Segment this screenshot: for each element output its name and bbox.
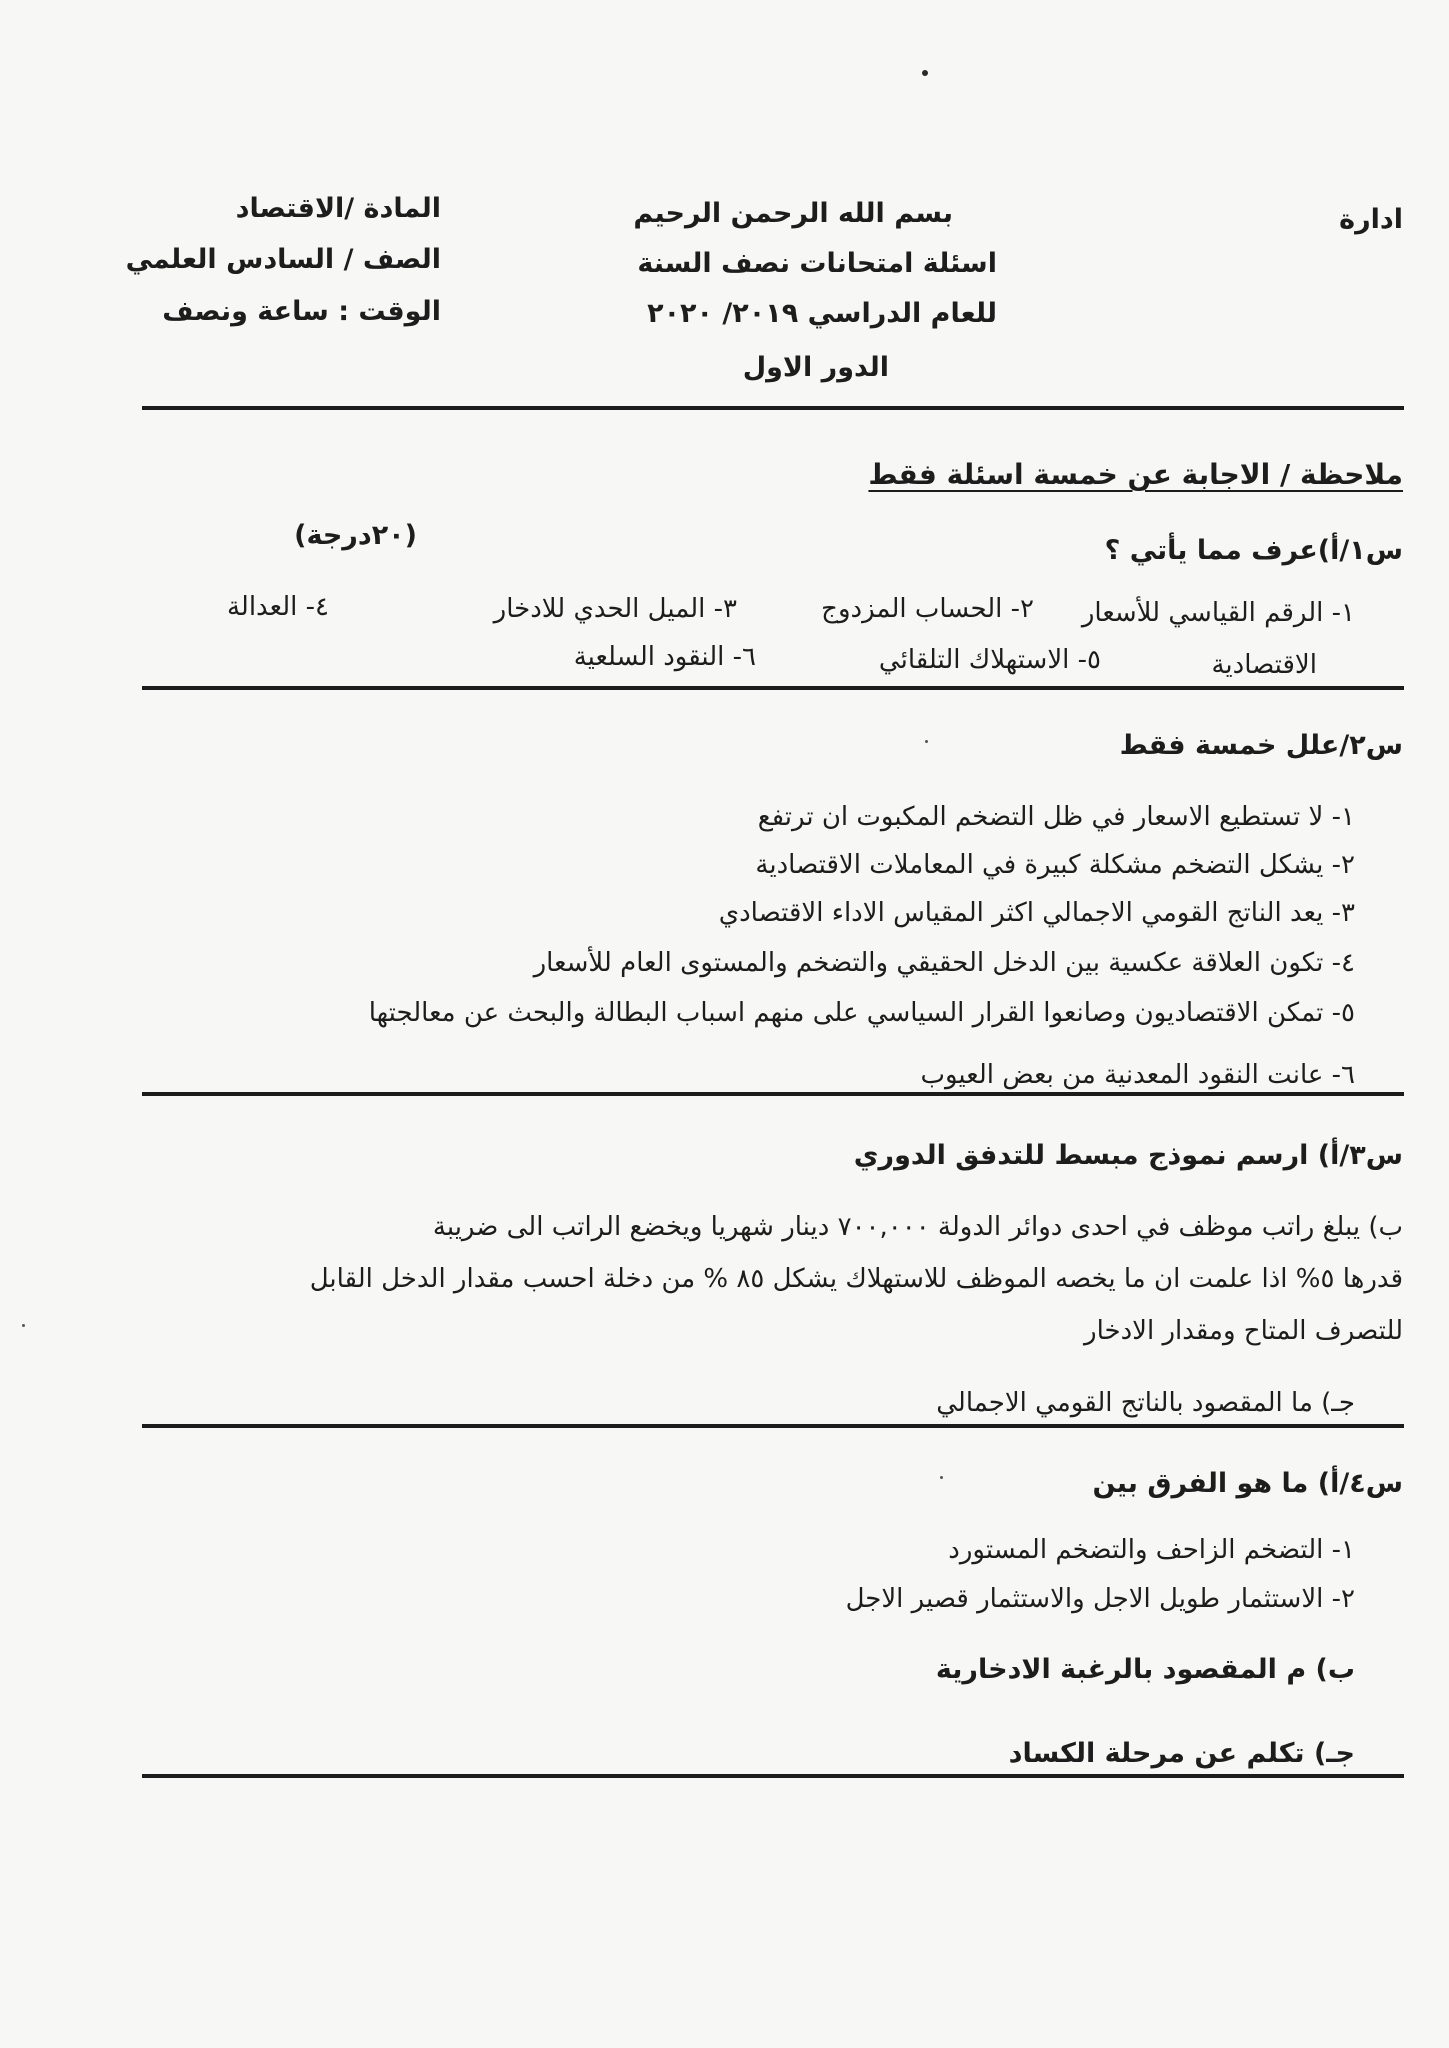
q3-c: جـ) ما المقصود بالناتج القومي الاجمالي bbox=[936, 1388, 1355, 1418]
q2-item-1: ١- لا تستطيع الاسعار في ظل التضخم المكبوت ان ترتفع bbox=[757, 802, 1355, 832]
q2-item-4: ٤- تكون العلاقة عكسية بين الدخل الحقيقي والتضخم والمستوى العام للأسعار bbox=[533, 948, 1355, 978]
exam-round: الدور الاول bbox=[742, 352, 889, 383]
q1-item-3: ٣- الميل الحدي للادخار bbox=[493, 594, 737, 624]
q1-marks: (٢٠درجة) bbox=[294, 520, 417, 551]
q3-divider bbox=[142, 1424, 1404, 1428]
q4-b: ب) م المقصود بالرغبة الادخارية bbox=[935, 1654, 1355, 1685]
grade-label: الصف / السادس العلمي bbox=[125, 244, 441, 275]
scan-speck bbox=[925, 740, 928, 743]
q1-item-4: ٤- العدالة bbox=[226, 592, 329, 622]
admin-label: ادارة bbox=[1339, 204, 1403, 235]
q2-item-6: ٦- عانت النقود المعدنية من بعض العيوب bbox=[920, 1060, 1355, 1090]
q1-item-6: ٦- النقود السلعية bbox=[573, 642, 756, 672]
scan-dot bbox=[922, 70, 928, 76]
q1-divider bbox=[142, 686, 1404, 690]
q4-divider bbox=[142, 1774, 1404, 1778]
exam-title: اسئلة امتحانات نصف السنة bbox=[637, 248, 997, 279]
q2-item-3: ٣- يعد الناتج القومي الاجمالي اكثر المقياس الاداء الاقتصادي bbox=[718, 898, 1355, 928]
q2-divider bbox=[142, 1092, 1404, 1096]
subject-label: المادة /الاقتصاد bbox=[235, 193, 441, 224]
q3-b-line-2: قدرها ٥% اذا علمت ان ما يخصه الموظف للاستهلاك يشكل ٨٥ % من دخلة احسب مقدار الدخل القابل bbox=[309, 1264, 1403, 1294]
q1-item-4-cont: الاقتصادية bbox=[1211, 650, 1317, 680]
q2-item-2: ٢- يشكل التضخم مشكلة كبيرة في المعاملات الاقتصادية bbox=[755, 850, 1355, 880]
q3-b-line-1: ب) يبلغ راتب موظف في احدى دوائر الدولة ٧٠٠,٠٠٠ دينار شهريا ويخضع الراتب الى ضريبة bbox=[432, 1212, 1403, 1242]
q1-item-1: ١- الرقم القياسي للأسعار bbox=[1081, 598, 1355, 628]
header-divider bbox=[142, 406, 1404, 410]
exam-note: ملاحظة / الاجابة عن خمسة اسئلة فقط bbox=[868, 458, 1403, 491]
time-label: الوقت : ساعة ونصف bbox=[162, 296, 441, 327]
academic-year: للعام الدراسي ٢٠١٩/ ٢٠٢٠ bbox=[647, 298, 997, 329]
q2-title: س٢/علل خمسة فقط bbox=[1119, 730, 1403, 761]
scan-speck-3 bbox=[22, 1324, 25, 1327]
q1-item-5: ٥- الاستهلاك التلقائي bbox=[878, 645, 1101, 675]
q4-item-1: ١- التضخم الزاحف والتضخم المستورد bbox=[948, 1535, 1355, 1565]
q4-title: س٤/أ) ما هو الفرق بين bbox=[1092, 1468, 1403, 1499]
q3-title: س٣/أ) ارسم نموذج مبسط للتدفق الدوري bbox=[853, 1140, 1403, 1171]
q2-item-5: ٥- تمكن الاقتصاديون وصانعوا القرار السياسي على منهم اسباب البطالة والبحث عن معالجتها bbox=[368, 998, 1355, 1028]
q4-item-2: ٢- الاستثمار طويل الاجل والاستثمار قصير الاجل bbox=[845, 1584, 1355, 1614]
q3-b-line-3: للتصرف المتاح ومقدار الادخار bbox=[1084, 1316, 1403, 1346]
scan-speck-2 bbox=[940, 1476, 943, 1479]
basmala: بسم الله الرحمن الرحيم bbox=[633, 198, 953, 229]
q1-item-2: ٢- الحساب المزدوج bbox=[821, 594, 1034, 624]
q4-c: جـ) تكلم عن مرحلة الكساد bbox=[1008, 1738, 1355, 1769]
q1-title: س١/أ)عرف مما يأتي ؟ bbox=[1104, 535, 1403, 566]
